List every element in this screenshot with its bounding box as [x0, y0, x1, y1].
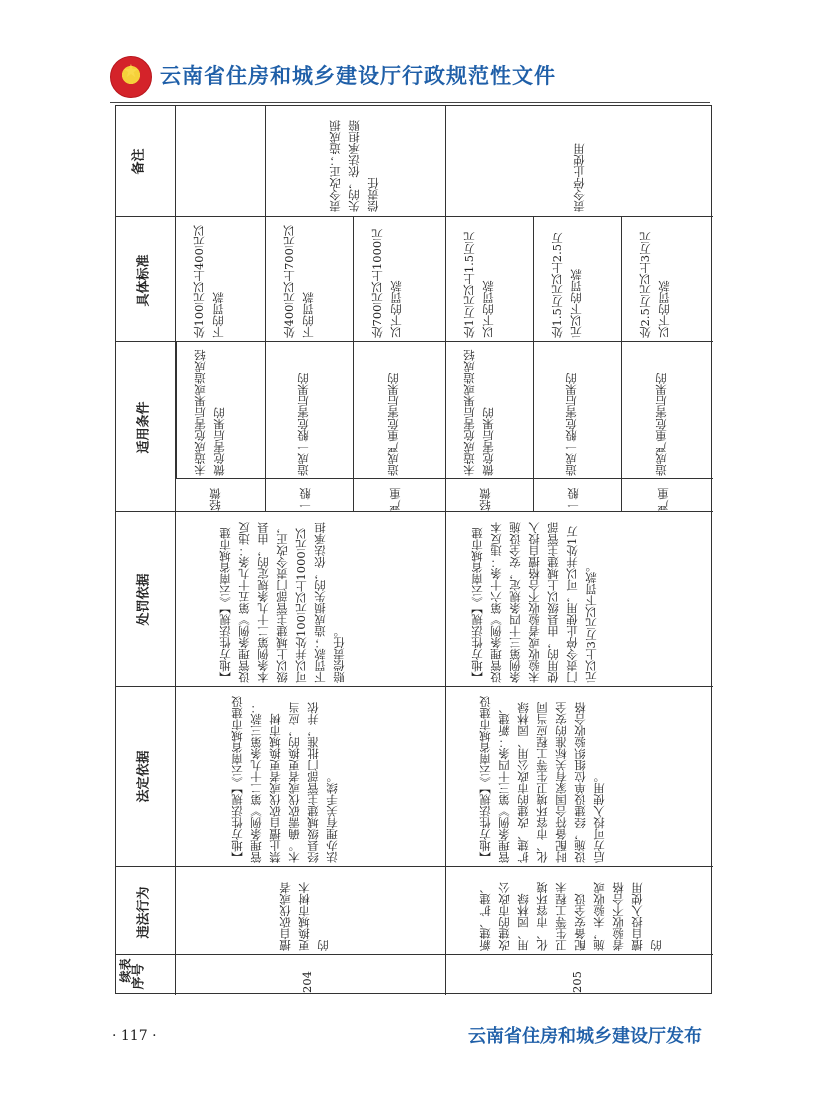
- level-row-general: [534, 216, 622, 511]
- level-row-general: [266, 216, 354, 511]
- seq-cell: [446, 954, 713, 995]
- level-cell: [534, 478, 622, 511]
- penalty-basis-cell: [446, 511, 713, 686]
- header-standard-cell: [116, 216, 176, 341]
- level-cell: [446, 478, 534, 511]
- level-cell: [622, 478, 713, 511]
- header-violation: 违法行为: [136, 886, 152, 939]
- seq-number: 205: [570, 971, 584, 993]
- penalty-basis-cell: [176, 511, 446, 686]
- header-violation-cell: [116, 866, 176, 954]
- remarks-cell: [446, 106, 713, 216]
- standard-cell: [266, 216, 354, 341]
- standard-text: 处2.5万元以上3万元以下的罚款: [638, 231, 671, 338]
- header-conditions-cell: [116, 341, 176, 511]
- violation-text: 擅自砍伐或者更换城市树木的: [278, 882, 330, 951]
- standard-cell: [354, 216, 446, 341]
- legal-basis-cell: [176, 686, 446, 866]
- header-penalty-basis-cell: [116, 511, 176, 686]
- condition-text: 未造成危害后果或造成轻微危害后果的: [462, 349, 495, 476]
- table-row: [446, 106, 713, 995]
- remarks-text: 责令改正；造成损失的，依法承担赔偿责任: [328, 120, 380, 212]
- header-remarks: 备注: [131, 148, 147, 175]
- condition-text: 未造成危害后果或造成轻微危害后果的: [193, 349, 226, 476]
- condition-cell: [622, 341, 713, 478]
- standard-cell: [446, 216, 534, 341]
- level-label: 严重: [388, 488, 402, 511]
- condition-cell: [266, 341, 354, 478]
- header-legal-basis: 法定依据: [136, 750, 152, 803]
- condition-cell: [176, 341, 266, 478]
- level-cell: [354, 478, 446, 511]
- condition-cell: [354, 341, 446, 478]
- page-number: · 117 ·: [112, 1028, 157, 1044]
- level-row-severe: [622, 216, 713, 511]
- condition-cell: [534, 341, 622, 478]
- condition-text: 造成严重危害后果的: [386, 372, 400, 476]
- remarks-cell: [266, 106, 446, 216]
- condition-cell: [446, 341, 534, 478]
- level-cell: [266, 478, 354, 511]
- standard-text: 处1.5万元以上2.5万元以下的罚款: [550, 232, 583, 338]
- condition-text: 造成严重危害后果的: [654, 372, 668, 476]
- level-label: 轻微: [478, 488, 492, 511]
- legal-basis-text: 【地方性法规】《云南省城市建设管理条例》第二十九条第三款：禁止擅自砍伐或者更换城市树木。确需砍伐或者更换的，应当经县级城建主管部门批准，并依法办理有关手续。: [230, 696, 339, 863]
- header-conditions: 适用条件: [136, 401, 152, 454]
- level-label: 严重: [656, 488, 670, 511]
- continued-label: 续表: [118, 958, 133, 983]
- level-label: 轻微: [208, 488, 222, 511]
- seq-cell: [176, 954, 446, 995]
- violation-cell: [446, 866, 713, 954]
- seq-number: 204: [300, 971, 314, 993]
- standard-cell: [176, 216, 266, 341]
- page-header: [110, 48, 710, 96]
- header-standard: 具体标准: [136, 254, 152, 307]
- level-label: 一般: [298, 488, 312, 511]
- national-emblem-icon: [110, 56, 152, 98]
- header-remarks-cell: [116, 106, 176, 216]
- level-row-severe: [354, 216, 446, 511]
- header-legal-basis-cell: [116, 686, 176, 866]
- level-row-minor: [176, 106, 266, 511]
- violation-text: 新建、扩建、改建的市政公用、园林绿化、市容环境卫生等工程未配备安全设施，未验收或者验收不合格擅自投入使用的: [478, 882, 663, 951]
- header-divider: [110, 102, 710, 103]
- footer-publisher: 云南省住房和城乡建设厅发布: [468, 1026, 702, 1047]
- condition-text: 造成一般危害后果的: [296, 372, 310, 476]
- legal-basis-text: 【地方性法规】《云南省城市建设管理条例》第三十四条：新建、扩建、改建的市政公用、园林绿化、市容环境卫生等工程应当同时配备符合国家有关标准的安全设施，经建设单位组织验收合格后方可投入使用。: [478, 696, 606, 863]
- level-row-minor: [446, 216, 534, 511]
- standard-text: 处1万元以上1.5万元以下的罚款: [462, 231, 495, 338]
- header-seq: 序号: [131, 963, 147, 990]
- penalty-basis-text: 【地方性法规】《云南省城市建设管理条例》第六十条：违反本条例第三十四条规定，安全设施未验收或者验收不合格擅自投入使用的，由县级以上城建主管部门责令停止使用，可以并处1万元以上3万元以下罚款。: [470, 522, 598, 683]
- legal-basis-cell: [446, 686, 713, 866]
- level-label: 一般: [566, 488, 580, 511]
- remarks-text: 责令停止使用: [572, 143, 586, 212]
- header-seq-cell: [116, 954, 176, 995]
- table-header-band: [116, 106, 176, 995]
- standard-text: 处100元以上400元以下的罚款: [192, 225, 225, 338]
- penalty-table: [115, 105, 712, 994]
- header-penalty-basis: 处罚依据: [136, 573, 152, 626]
- condition-text: 造成一般危害后果的: [564, 372, 578, 476]
- table-row: [176, 106, 446, 995]
- violation-cell: [176, 866, 446, 954]
- level-cell: [176, 478, 266, 511]
- standard-text: 处700元以上1000元以下的罚款: [370, 229, 403, 338]
- header-title: 云南省住房和城乡建设厅行政规范性文件: [160, 64, 556, 88]
- standard-cell: [534, 216, 622, 341]
- standard-cell: [622, 216, 713, 341]
- standard-text: 处400元以上700元以下的罚款: [282, 225, 315, 338]
- penalty-basis-text: 【地方性法规】《云南省城市建设管理条例》第五十九条：违反本条例第二十九条规定的，由县级以上城建主管部门责令改正，可以并处100元以上1000元以下罚款；造成损失的，依法承担赔偿责任。: [218, 522, 346, 683]
